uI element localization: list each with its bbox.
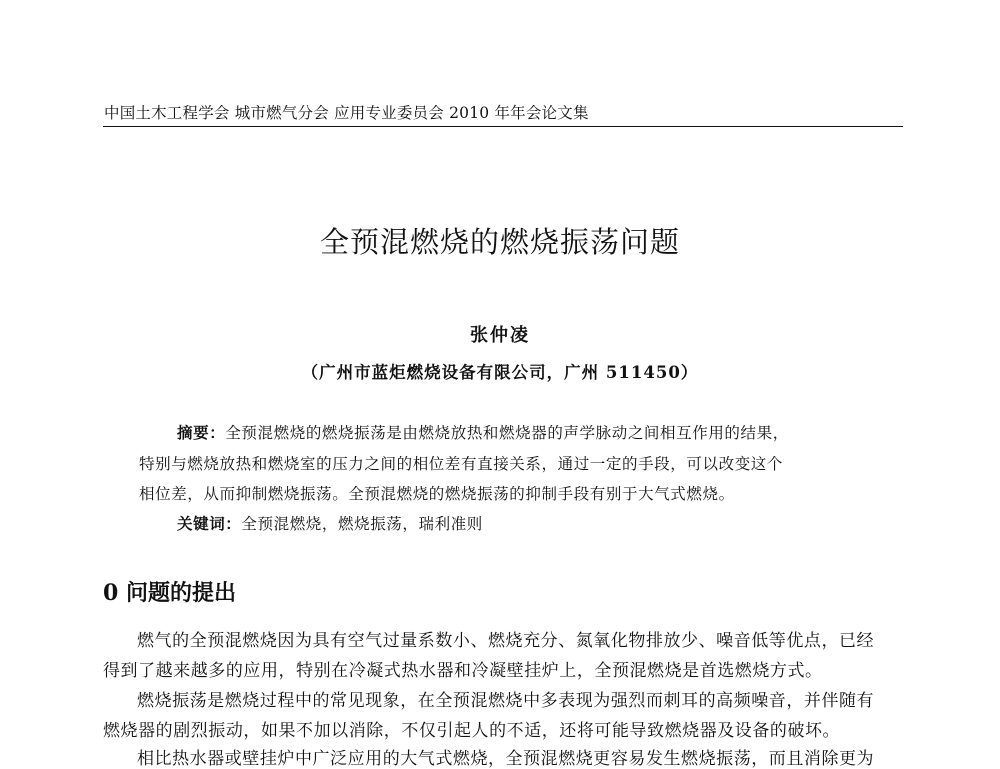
abstract-text-1: 全预混燃烧的燃烧振荡是由燃烧放热和燃烧器的声学脉动之间相互作用的结果， [225, 424, 789, 442]
paper-title: 全预混燃烧的燃烧振荡问题 [319, 225, 680, 259]
body-p3-line-1: 相比热水器或壁挂炉中广泛应用的大气式燃烧，全预混燃烧更容易发生燃烧振荡，而且消除更为 [137, 749, 875, 769]
author-affiliation: （广州市蓝炬燃烧设备有限公司，广州 511450） [301, 363, 699, 382]
keywords-label: 关键词： [177, 514, 242, 533]
header-rule [103, 126, 903, 127]
body-p1-line-2: 得到了越来越多的应用，特别在冷凝式热水器和冷凝壁挂炉上，全预混燃烧是首选燃烧方式。 [103, 661, 823, 681]
running-header: 中国土木工程学会 城市燃气分会 应用专业委员会 2010 年年会论文集 [104, 104, 589, 122]
body-p1-line-1: 燃气的全预混燃烧因为具有空气过量系数小、燃烧充分、氮氧化物排放少、噪音低等优点，已经 [137, 631, 875, 651]
keywords-line [177, 512, 483, 534]
section-heading: 0 问题的提出 [103, 580, 236, 606]
abstract-line-3: 相位差，从而抑制燃烧振荡。全预混燃烧的燃烧振荡的抑制手段有别于大气式燃烧。 [139, 485, 735, 503]
author-name: 张仲凌 [470, 325, 530, 346]
abstract-line-1 [177, 421, 789, 443]
body-p2-line-2: 燃烧器的剧烈振动，如果不加以消除，不仅引起人的不适，还将可能导致燃烧器及设备的破坏。 [103, 721, 841, 741]
abstract-line-2: 特别与燃烧放热和燃烧室的压力之间的相位差有直接关系，通过一定的手段，可以改变这个 [139, 455, 784, 473]
abstract-label: 摘要： [177, 423, 226, 442]
body-p2-line-1: 燃烧振荡是燃烧过程中的常见现象，在全预混燃烧中多表现为强烈而刺耳的高频噪音，并伴随有 [137, 691, 875, 711]
keywords-text: 全预混燃烧，燃烧振荡，瑞利准则 [241, 515, 483, 533]
